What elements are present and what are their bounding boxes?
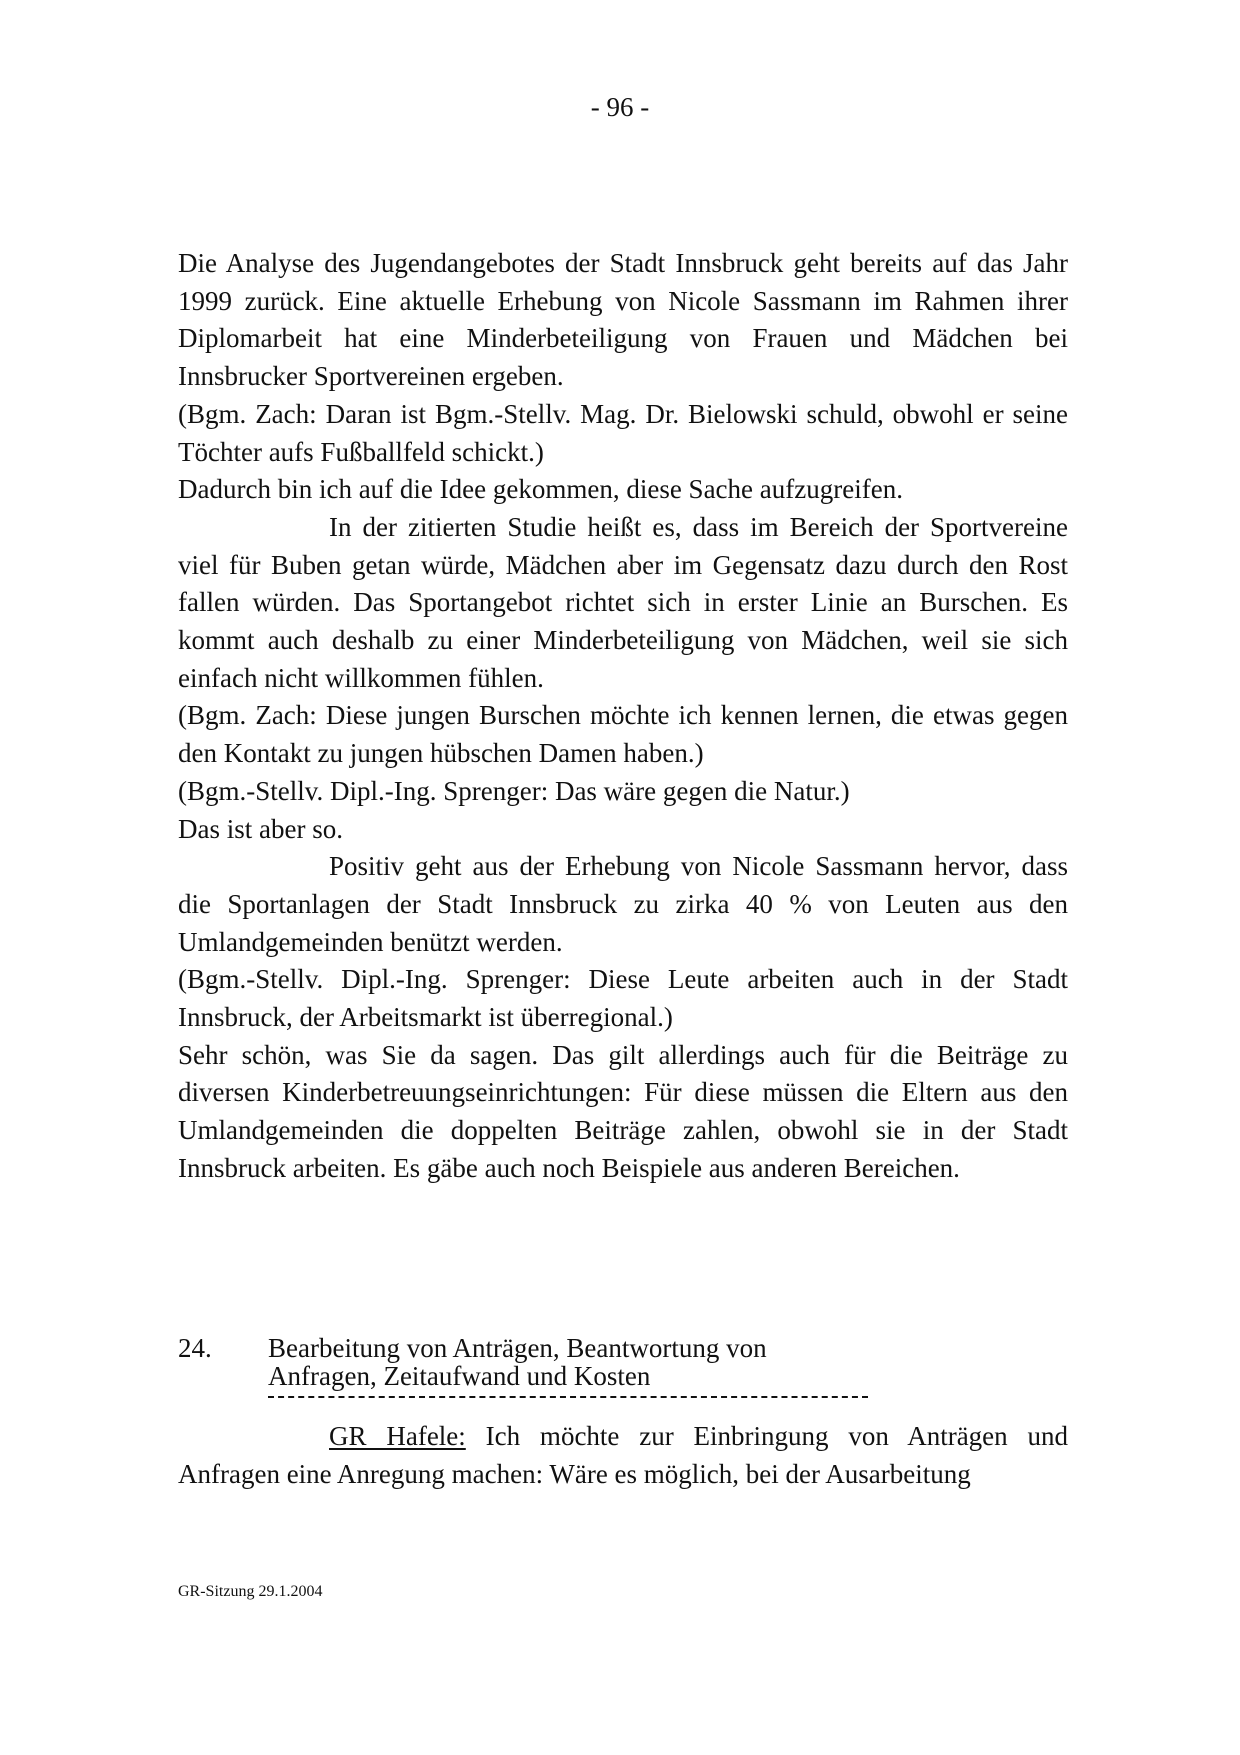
interjection-1: (Bgm. Zach: Daran ist Bgm.-Stellv. Mag. Dr. Bielowski schuld, obwohl er seine Töchter aufs Fußballfeld schickt.) xyxy=(178,398,1068,467)
speaker-name: GR Hafele: xyxy=(329,1421,466,1451)
paragraph-4: Das ist aber so. xyxy=(178,813,343,844)
speech-text xyxy=(178,1418,1068,1493)
paragraph-2: Dadurch bin ich auf die Idee gekommen, diese Sache aufzugreifen. xyxy=(178,474,903,505)
page-number: - 96 - xyxy=(590,92,650,122)
paragraph-3: In der zitierten Studie heißt es, dass im Bereich der Sportvereine viel für Buben getan würde, Mädchen aber im Gegensatz dazu durch den Rost fallen würden. Das Sportangebot richtet sich in erster Linie an Burschen. Es kommt auch deshalb zu einer Minderbeteiligung von Mädchen, weil sie sich einfach nicht willkommen fühlen. xyxy=(178,511,1068,693)
paragraph-6: Sehr schön, was Sie da sagen. Das gilt allerdings auch für die Beiträge zu diversen Kinderbetreuungseinrichtungen: Für diese müssen die Eltern aus den Umlandgemeinden die doppelten Beiträge zahlen, obwohl sie in der Stadt Innsbruck arbeiten. Es gäbe auch noch Beispiele aus anderen Bereichen. xyxy=(178,1039,1068,1183)
speech-body: Ich möchte zur Einbringung von Anträgen und Anfragen eine Anregung machen: Wäre es möglich, bei der Ausarbeitung xyxy=(178,1421,1068,1489)
section-number: 24. xyxy=(178,1333,212,1363)
interjection-3: (Bgm.-Stellv. Dipl.-Ing. Sprenger: Das wäre gegen die Natur.) xyxy=(178,775,850,806)
footer-session-date: GR-Sitzung 29.1.2004 xyxy=(178,1583,323,1600)
body-text xyxy=(178,245,1068,1188)
speech-paragraph xyxy=(178,1418,1068,1493)
paragraph-1: Die Analyse des Jugendangebotes der Stadt Innsbruck geht bereits auf das Jahr 1999 zurück. Eine aktuelle Erhebung von Nicole Sassmann im Rahmen ihrer Diplomarbeit hat eine Minderbeteiligung von Frauen und Mädchen bei Innsbrucker Sportvereinen ergeben. xyxy=(178,248,1068,392)
section-divider xyxy=(268,1396,868,1398)
interjection-2: (Bgm. Zach: Diese jungen Burschen möchte ich kennen lernen, die etwas gegen den Kontakt zu jungen hübschen Damen haben.) xyxy=(178,700,1068,769)
section-title: Bearbeitung von Anträgen, Beantwortung von Anfragen, Zeitaufwand und Kosten xyxy=(268,1333,767,1391)
interjection-4: (Bgm.-Stellv. Dipl.-Ing. Sprenger: Diese Leute arbeiten auch in der Stadt Innsbruck, der Arbeitsmarkt ist überregional.) xyxy=(178,964,1068,1033)
paragraph-5: Positiv geht aus der Erhebung von Nicole Sassmann hervor, dass die Sportanlagen der Stadt Innsbruck zu zirka 40 % von Leuten aus den Umlandgemeinden benützt werden. xyxy=(178,851,1068,957)
